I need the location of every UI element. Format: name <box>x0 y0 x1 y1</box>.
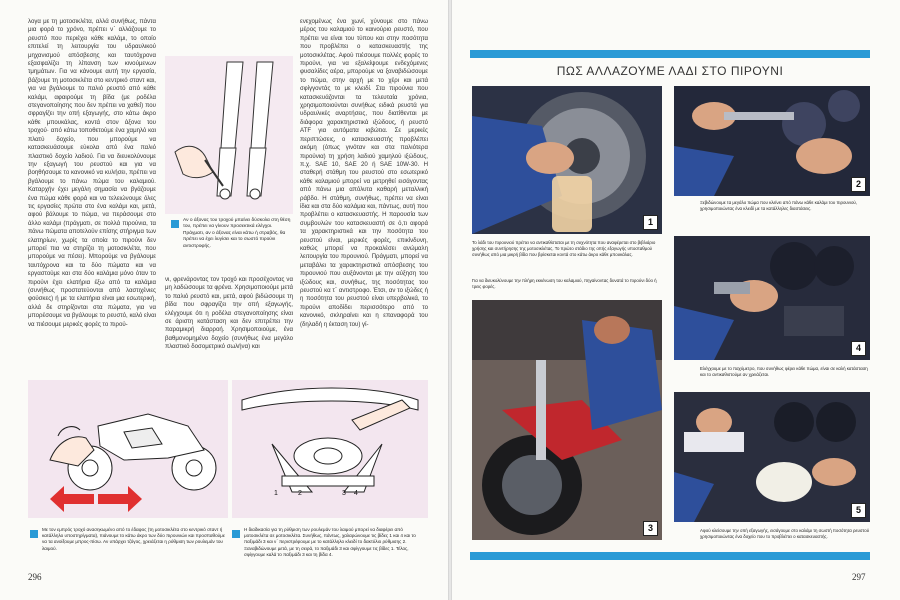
photo-number-3: 3 <box>643 521 658 536</box>
left-body-column-3: ενεχομένως ένα χωνί, χύνουμε στο πάνω μέρος του καλαμιού το καινούριο ρευστό, που πρέπει να είναι του τύπου και στην ποσότητα που προβλέπει ο κατασκευαστής της μοτοσικλέτας. Αφού πιέσουμε πολλές φορές το πιρούνι, για να εξαλείψουμε ενδεχόμενες φυσαλίδες αέρα, μπορούμε να ξαναβιδώσουμε το πώμα, στην αρχή με το χέρι και μετά σφίγγοντάς το με κλειδί. Στα πιρούνια που κατασκευάζονται τα τελευταία χρόνια, χρησιμοποιούνται συνήθως ειδικά ρευστά για υδραυλικές αναρτήσεις, που διατίθενται με διάφορα χαρακτηριστικά ιξώδους, ή ρευστό ATF για αυτόματα κιβώτια. Σε μερικές περιπτώσεις, ο κατασκευαστής προβλέπει ακόμη (όπως γινόταν και στα παλιότερα πιρούνια) τη χρήση λαδιού χαμηλού ιξώδους, π.χ. SAE 10, SAE 20 ή SAE 10W-30. Η σταθερή στάθμη του ρευστού στο εσωτερικό κάθε καλαμιού μπορεί να μετρηθεί εισάγοντας από πάνω μια απόλυτα καθαρή μεταλλική ράβδο. Η στάθμη, συνήθως, πρέπει να είναι ίδια και στα δύο καλάμια και, πάντως, αυτή που προβλέπει ο κατασκευαστής. Η παρουσία των συμβουλών του κατασκευαστή σε ό,τι αφορά τα χαρακτηριστικά και την ποσότητα του ρευστού είναι, μερικές φορές, επικίνδυνη, καθώς μπορεί να προκαλέσει ανώμαλη λειτουργία του πιρουνιού. Πράγματι, μπορεί να μεταβάλει τα χαρακτηριστικά απόσβεσης του πιρουνιού που αυξάνονται με την αύξηση του ιξώδους και, συνήθως, της ποσότητας του ρευστού κα τ΄ αντιστροφο. Έτσι, αν το ιξώδες ή η ποσότητα του ρευστού είναι υπερβολικά, το πιρούνι αποδίδει περισσότερο από το κανονικό, σκληραίνει και η επαναφορά του (δηλαδή η έκταση του) γί- <box>300 18 428 328</box>
photo-4-check-cap <box>674 236 870 360</box>
photo-number-5: 5 <box>851 503 866 518</box>
photo-4-caption: Ελέγχουμε με το παχύμετρο, που συνήθως φέρει κάθε πώμα, είναι σε καλή κατάσταση και το αντικαθιστούμε αν χρειάζεται. <box>700 366 868 377</box>
page-number-left: 296 <box>28 572 42 582</box>
photo-1-caption: Το λάδι του πιρουνιού πρέπει να αντικαθίσταται με τη συχνότητα που αναφέρεται στο βιβλιάριο χρήσης και συντήρησης της μοτοσικλέτας. Το πρώτο στάδιο της οπής εξαγωγής υποσταθμού συνήθως από μια μικρή βίδα που βρίσκεται κοντά στο κάτω άκρο κάθε μπουκάλας. <box>472 240 656 257</box>
photo-5-refill <box>674 392 870 522</box>
fork-drawing <box>165 56 293 214</box>
diagram-label-1: 1 <box>274 490 278 497</box>
photo-3-pump-fork <box>472 300 662 540</box>
photo-1-drain-screw <box>472 86 662 234</box>
diagram-label-3: 3 <box>342 490 346 497</box>
photo-2-top-cap <box>674 86 870 196</box>
fork-illustration <box>165 56 293 214</box>
diagram-label-4: 4 <box>354 490 358 497</box>
photo-1-caption-extra: Για να διευκολύνουμε την πλήρη εκκένωση του καλαμιού, πηγαίνοντας δυνατά το πιρούνι δύο ή τρεις φορές. <box>472 278 657 289</box>
photo-number-1: 1 <box>643 215 658 230</box>
accent-bar-bottom <box>470 552 870 560</box>
left-body-column-2: νι, φρενάροντας τον τροχό και προσέχοντας να μη λαδώσουμε τα φρένα. Χρησιμοποιούμε μετά το παλιό ρευστό και, μετά, αφού βιδώσουμε τη βίδα που σφραγίζει την οπή εξαγωγής, ελέγχουμε ότι η ροδέλα στεγανοποίησης είναι σε άριστη κατάσταση και δεν επιτρέπει την παραμικρή διαρροή. Χρησιμοποιούμε, ένα βαθμονομημένο δοχείο (συνήθως ένα μεγάλο πλαστικό δοσομετρικό σωλήνα) και <box>165 276 293 351</box>
fork-caption: Αν ο άξονας του τροχού μπαίνει δύσκολα στη θέση του, πρέπει να γίνουν προσεκτικά ελέγχοι. Πράγματι, αν ο άξονας είναι κάτω ή στραβός, θα πρέπει να έχει λυγίσει και το σωστό πιρούνι αντιστροφής. <box>183 218 291 249</box>
photo-number-4: 4 <box>851 341 866 356</box>
photo-2-caption: Ξεβιδώνουμε τα μεγάλο πώμα που κλείνει από πάνω κάθε καλάμι του πιρουνιού, χρησιμοποιώντας ένα κλειδί με τα κατάλληλες διαστάσεις. <box>700 200 858 211</box>
steering-head-drawing <box>232 380 428 518</box>
accent-bar-top <box>470 50 870 58</box>
motorcycle-illustration <box>28 380 228 518</box>
motorcycle-drawing <box>28 380 228 518</box>
motorcycle-caption: Με τον εμπρός τροχό ανασηκωμένο από το έδαφος (τη μοτοσικλέτα στο κεντρικό σταντ ή κατάλληλο υποστηρίγματα), πιάνουμε το κάτω άκρο των δύο πιρουνιών και προσπαθούμε να τα ανοίξουμε μπρος-πίσω. Αν υπάρχει τζόγος, χρειάζεται η ρύθμιση των ρουλεμάν του λαιμού. <box>42 527 225 551</box>
page-number-right: 297 <box>852 572 866 582</box>
photo-number-2: 2 <box>851 177 866 192</box>
photo-5-caption: Αφού κλείσουμε την οπή εξαγωγής, εισάγουμε στο καλάμι τη σωστή ποσότητα ρευστού χρησιμοποιώντας ένα δοχείο που το προβλέπει ο κατασκευαστής. <box>700 528 870 539</box>
left-page <box>0 0 448 600</box>
left-body-column-1: λογα με τη μοτοσικλέτα, αλλά συνήθως, πάντα μια φορά το χρόνο, πρέπει ν΄ αλλάζουμε το ρευστό που περιέχει κάθε καλάμι, το οποίο επιτελεί τη λειτουργία του υδραυλικού μηχανισμού απόσβεσης και ταυτόχρονα εξασφαλίζει τη λίπανση των κινούμενων τμημάτων. Για να κάνουμε αυτή την εργασία, βάζουμε τη μοτοσικλέτα στο κεντρικό σταντ και, για να βγάλουμε το παλιό ρευστό από κάθε καλάμι, αφαιρούμε τη βίδα (με ροδέλα στεγανοποίησης που δεν πρέπει να χαθεί) που σφραγίζει την οπή εξαγωγής, στο κάτω άκρο κάθε μπουκάλας, κοντά στον άξονα του τροχού· από κάτω τοποθετούμε ένα χαμηλό και πλατύ δοχείο, που μπορούμε να κατασκευάσουμε εύκολα από ένα παλιό πλαστικό δοχείο λαδιού. Για να διευκολύνουμε την εξαγωγή του ρευστού και για να βοηθήσουμε το κανονικό να κυλήσει, πρέπει να βγάλουμε το πάνω πώμα του καλαμιού. Καταρχήν έχει μεγάλη σημασία να βγάζουμε ένα πώμα κάθε φορά και να τελειώνουμε όλες τις εργασίες πρώτα στο ένα καλάμι και, μετά, αφού βάλουμε το πώμα, να περάσουμε στο άλλο καλάμι (πράγματι, σε πολλά πιρούνια, τα πάνω πώματα αποτελούν επίσης στήριγμα των ελατηρίων, χωρίς τα οποία το πιρούνι δεν μπορεί πια να στηρίζει τη μοτοσικλέτα, που μπορούμε να πέσει). Μπορούμε να βγάλουμε ταυτόχρονα και τα δύο πώματα και να εργαστούμε και στα δύο καλάμια μόνο όταν το πιρούνι έχει ελατήρια έξω από τα καλάμια (συνήθως προστατεύονται από λαστιχένιες φούσκες) ή με τα ελατήρια είναι μια εσωτερική, αλλά δε στηρίζονται στα πώματα, για να μπορέσουμε να βγάλουμε το ρευστό, καλό είναι να πιέσουμε μερικές φορές το πιρού- <box>28 18 156 328</box>
steering-head-caption: Η διαδικασία για τη ρύθμιση των ρουλεμάν του λαιμού μπορεί να διαφέρει από μοτοσικλέτα σε μοτοσικλέτα. Συνήθως, πάντως, χαλαρώνουμε τις βίδες 1 και 4 και το παξιμάδι 3 και ν΄ περιστρέφουμε με το κατάλληλο κλειδί το δακτύλιο ρύθμισης 2. Ξαναβιδώνουμε μετά, με τη σειρά, το παξιμάδι 3 και σφίγγουμε τις βίδες 1. Τέλος, σφίγγουμε καλά το παξιμάδι 3 και τη βίδα 4. <box>244 527 416 557</box>
page-title: ΠΩΣ ΑΛΛΑΖΟΥΜΕ ΛΑΔΙ ΣΤΟ ΠΙΡΟΥΝΙ <box>556 64 784 78</box>
caption-marker <box>30 530 38 538</box>
steering-head-illustration <box>232 380 428 518</box>
diagram-label-2: 2 <box>298 490 302 497</box>
caption-marker <box>232 530 240 538</box>
caption-marker <box>171 220 179 228</box>
